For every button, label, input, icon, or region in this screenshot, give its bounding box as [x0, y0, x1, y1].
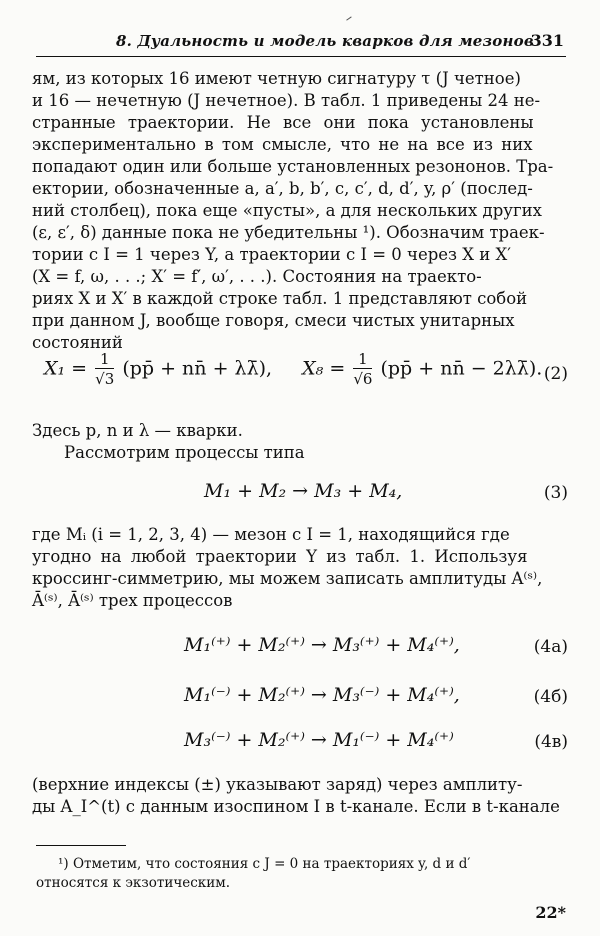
text-line: странные траектории. Не все они пока установлены [32, 113, 534, 132]
equation-2-number: (2) [543, 364, 568, 384]
footnote-line: относятся к экзотическим. [36, 875, 231, 891]
eq2-fraction-2 [353, 350, 372, 389]
text-line: ды A_I^(t) с данным изоспином I в t-канале. Если в t-канале [32, 797, 560, 816]
text-line: ний столбец), пока еще «пусты», а для нескольких других [32, 201, 542, 220]
equation-4c: M₃⁽⁻⁾ + M₂⁽⁺⁾ → M₁⁽⁻⁾ + M₄⁽⁺⁾ [184, 729, 454, 751]
text-line: состояний [32, 333, 123, 352]
equation-4b: M₁⁽⁻⁾ + M₂⁽⁺⁾ → M₃⁽⁻⁾ + M₄⁽⁺⁾, [184, 684, 460, 706]
text-line: ям, из которых 16 имеют четную сигнатуру τ (J четное) [32, 69, 521, 88]
eq2-lhs2: X₈ = [302, 357, 346, 380]
text-line: кроссинг-симметрию, мы можем записать амплитуды A⁽ˢ⁾, [32, 569, 543, 588]
print-mark [346, 16, 352, 20]
text-line: попадают один или больше установленных резононов. Тра- [32, 157, 554, 176]
footnote-rule [36, 845, 126, 846]
footnote [36, 855, 566, 893]
paragraph-2 [32, 524, 570, 612]
eq2-frac2-denominator: √6 [353, 370, 373, 388]
text-line: где Mᵢ (i = 1, 2, 3, 4) — мезон с I = 1, находящийся где [32, 525, 510, 544]
eq2-rhs2: (pp̄ + nn̄ − 2λλ̄). [380, 357, 543, 380]
header-title: 8. Дуальность и модель кварков для мезонов [116, 32, 534, 50]
eq2-frac1-denominator: √3 [95, 370, 115, 388]
printer-signature: 22* [535, 903, 566, 922]
text-line: и 16 — нечетную (J нечетное). В табл. 1 приведены 24 не- [32, 91, 541, 110]
eq2-lhs1: X₁ = [44, 357, 88, 380]
text-line: экспериментально в том смысле, что не на все из них [32, 135, 533, 154]
footnote-line: ¹) Отметим, что состояния с J = 0 на траекториях y, d и d′ [58, 856, 471, 872]
eq2-frac1-numerator: 1 [95, 350, 114, 369]
text-line: риях X и X′ в каждой строке табл. 1 представляют собой [32, 289, 528, 308]
equation-2 [44, 350, 542, 389]
equation-4a-number: (4а) [533, 637, 568, 657]
paragraph-3 [32, 774, 570, 818]
paragraph-1 [32, 68, 570, 354]
text-line: Ā⁽ˢ⁾, Ā⁽ˢ⁾ трех процессов [32, 591, 233, 610]
text-line: тории с I = 1 через Y, а траектории с I = 0 через X и X′ [32, 245, 512, 264]
eq2-rhs1: (pp̄ + nn̄ + λλ̄), [122, 357, 273, 380]
text-line: (верхние индексы (±) указывают заряд) через амплиту- [32, 775, 523, 794]
equation-4c-number: (4в) [534, 732, 568, 752]
equation-4a: M₁⁽⁺⁾ + M₂⁽⁺⁾ → M₃⁽⁺⁾ + M₄⁽⁺⁾, [184, 634, 460, 656]
text-line: при данном J, вообще говоря, смеси чистых унитарных [32, 311, 515, 330]
text-line: угодно на любой траектории Y из табл. 1. Используя [32, 547, 528, 566]
equation-3: M₁ + M₂ → M₃ + M₄, [204, 480, 403, 502]
eq2-fraction-1 [95, 350, 114, 389]
text-line: ектории, обозначенные a, a′, b, b′, c, c′, d, d′, y, ρ′ (послед- [32, 179, 533, 198]
equation-3-number: (3) [543, 483, 568, 503]
text-line: (ε, ε′, δ) данные пока не убедительны ¹). Обозначим траек- [32, 223, 545, 242]
text-line: Здесь p, n и λ — кварки. [32, 421, 243, 440]
text-line: Рассмотрим процессы типа [64, 443, 305, 462]
equation-4b-number: (4б) [533, 687, 568, 707]
page-number: 331 [530, 31, 564, 50]
text-processes [32, 442, 570, 464]
eq2-frac2-numerator: 1 [353, 350, 372, 369]
text-quarks [32, 420, 570, 442]
text-line: (X = f, ω, . . .; X′ = f′, ω′, . . .). Состояния на траекто- [32, 267, 482, 286]
running-header [36, 30, 566, 57]
